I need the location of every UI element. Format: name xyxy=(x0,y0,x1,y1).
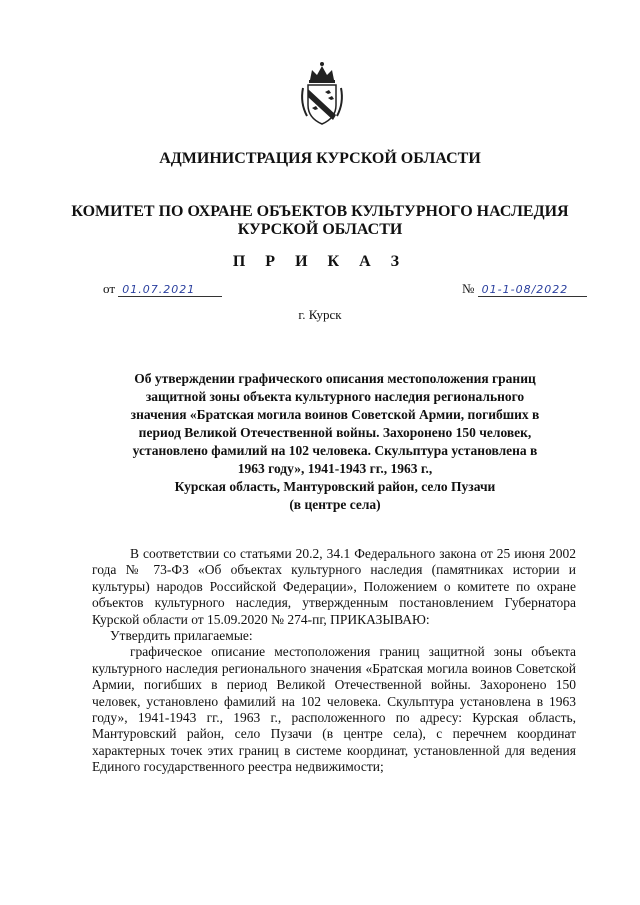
title-line: значения «Братская могила воинов Советской Армии, погибших в xyxy=(130,407,540,422)
preamble-paragraph: В соответствии со статьями 20.2, 34.1 Федерального закона от 25 июня 2002 года № 73-ФЗ «Об объектах культурного наследия (памятниках истории и культуры) народов Российской Федерации», Положением о комитете по охране объектов культурного наследия, утвержденным постановлением Губернатора Курской области от 15.09.2020 № 274-пг, ПРИКАЗЫВАЮ: xyxy=(92,546,576,627)
order-date xyxy=(103,281,222,297)
title-line: Курская область, Мантуровский район, село Пузачи xyxy=(174,479,496,494)
title-line: защитной зоны объекта культурного наследия регионального xyxy=(145,389,525,404)
title-line: установлено фамилий на 102 человека. Скульптура установлена в xyxy=(132,443,538,458)
administration-heading: АДМИНИСТРАЦИЯ КУРСКОЙ ОБЛАСТИ xyxy=(159,150,481,167)
order-number xyxy=(462,281,587,297)
document-type: П Р И К А З xyxy=(232,253,408,270)
handwritten-number: 01-1-08/2022 xyxy=(478,283,587,297)
city: г. Курск xyxy=(298,307,342,322)
title-line: Об утверждении графического описания местоположения границ xyxy=(134,371,536,386)
committee-line-2: КУРСКОЙ ОБЛАСТИ xyxy=(237,221,403,238)
committee-heading xyxy=(0,203,640,239)
committee-line-1: КОМИТЕТ ПО ОХРАНЕ ОБЪЕКТОВ КУЛЬТУРНОГО НАСЛЕДИЯ xyxy=(71,203,569,220)
handwritten-date: 01.07.2021 xyxy=(118,283,222,297)
title-line: период Великой Отечественной войны. Захоронено 150 человек, xyxy=(138,425,532,440)
approved-item: графическое описание местоположения границ защитной зоны объекта культурного наследия регионального значения «Братская могила воинов Советской Армии, погибших в период Великой Отечественной войны. Захоронено 150 человек, установлено фамилий на 102 человека. Скульптура установлена в 1963 году», 1941-1943 гг., 1963 г., расположенного по адресу: Курская область, Мантуровский район, село Пузачи (в центре села), с перечнем координат характерных точек этих границ в системе координат, установленной для ведения Единого государственного реестра недвижимости; xyxy=(92,644,576,775)
title-line: 1963 году», 1941-1943 гг., 1963 г., xyxy=(237,461,433,476)
kursk-coat-of-arms-icon xyxy=(297,58,347,128)
number-prefix: № xyxy=(462,281,475,296)
approve-line: Утвердить прилагаемые: xyxy=(110,628,253,644)
title-line: (в центре села) xyxy=(289,497,381,512)
document-body xyxy=(92,546,576,776)
date-prefix: от xyxy=(103,281,116,296)
document-title xyxy=(100,370,570,514)
